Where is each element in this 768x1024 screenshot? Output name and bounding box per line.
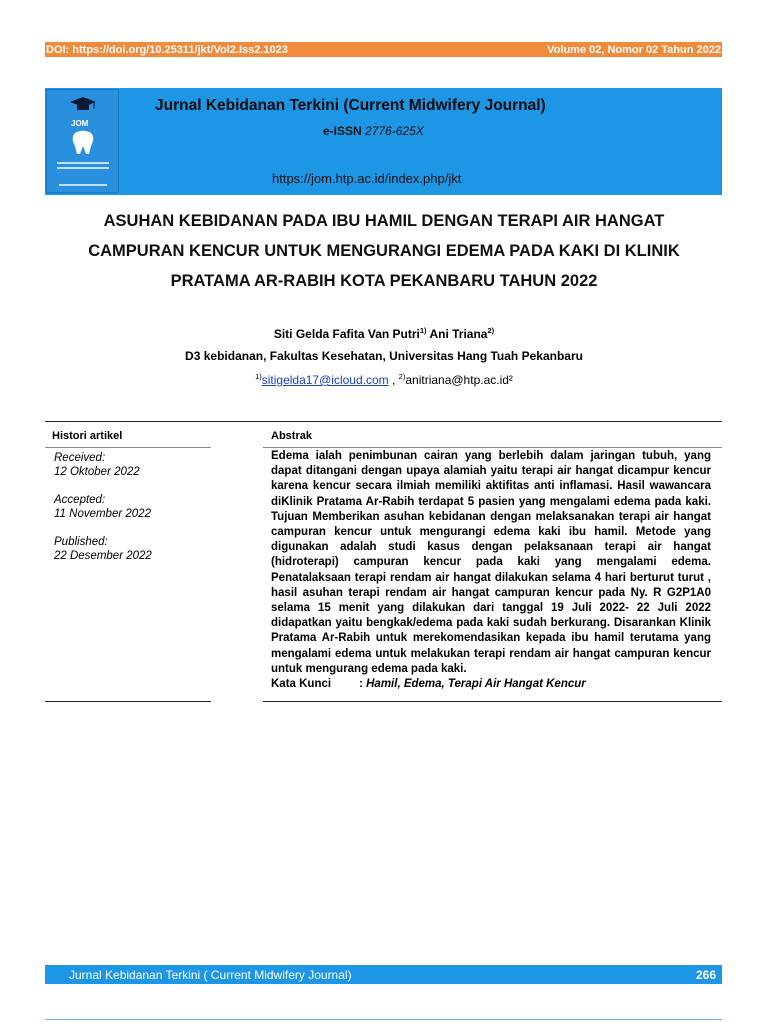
author-2: Ani Triana [426, 327, 488, 341]
article-title [40, 206, 728, 296]
accepted-date: 11 November 2022 [54, 508, 151, 520]
history-heading: Histori artikel [52, 430, 123, 442]
abstract-text: Edema ialah penimbunan cairan yang berlebih dalam jaringan tubuh, yang dapat ditangani dengan upaya alamiah yaitu terapi air hangat dicampur kencur karena kencur secara ilmiah memiliki aktifitas anti inflamasi. Hasil wawancara diKlinik Pratama Ar-Rabih terdapat 5 pasien yang mengalami edema pada kaki. Tujuan Memberikan asuhan kebidanan dengan melaksanakan terapi air hangat campuran kencur untuk mengurangi edema kaki ibu hamil. Metode yang digunakan adalah studi kasus dengan pelaksanaan terapi air hangat (hidroterapi) campuran kencur pada kaki yang mengalami edema. Penatalaksaan terapi rendam air hangat dilakukan selama 4 hari berturut turut , hasil asuhan terapi rendam air hangat campuran kencur pada Ny. R G2P1A0 selama 15 menit yang dilakukan dari tanggal 19 Juli 2022- 22 Juli 2022 didapatkan yaitu bengkak/edema pada kaki sudah berkurang. Disarankan Klinik Pratama Ar-Rabih untuk merekomendasikan kepada ibu hamil terutama yang mengalami edema untuk melakukan terapi rendam air hangat campuran kencur untuk mengurang edema pada kaki. [271, 450, 711, 675]
title-line-1: ASUHAN KEBIDANAN PADA IBU HAMIL DENGAN TERAPI AIR HANGAT [103, 212, 665, 230]
accepted-label: Accepted: [54, 494, 106, 506]
keywords-value: Hamil, Edema, Terapi Air Hangat Kencur [366, 678, 586, 690]
author-1: Siti Gelda Fafita Van Putri [273, 327, 420, 341]
history-rule [45, 447, 211, 448]
cover-logo-text: JOM [71, 119, 89, 128]
emails: $^{1)}$sitigelda17@icloud.com , $^{2)}$anitriana@htp.ac.id² [255, 372, 513, 387]
footer-journal: Jurnal Kebidanan Terkini ( Current Midwifery Journal) [69, 967, 352, 982]
table-top-rule [45, 421, 722, 422]
received-date: 12 Oktober 2022 [54, 466, 140, 478]
bottom-rule [45, 1019, 722, 1020]
journal-url[interactable]: https://jom.htp.ac.id/index.php/jkt [272, 171, 462, 186]
graduation-cap-icon [69, 96, 97, 118]
issn: e-ISSN 2776-625X [323, 124, 424, 138]
affiliation: D3 kebidanan, Fakultas Kesehatan, Universitas Hang Tuah Pekanbaru [185, 349, 583, 363]
journal-title: Jurnal Kebidanan Terkini (Current Midwifery Journal) [155, 97, 546, 114]
doi-bar [45, 42, 722, 57]
email-link-1[interactable]: sitigelda17@icloud.com [261, 373, 389, 387]
title-line-3: PRATAMA AR-RABIH KOTA PEKANBARU TAHUN 2022 [170, 272, 598, 290]
page-number: 266 [695, 967, 716, 982]
email-2: anitriana@htp.ac.id² [405, 373, 513, 387]
footer-bar [45, 965, 722, 984]
history-bottom-rule [45, 701, 211, 702]
published-label: Published: [54, 536, 108, 548]
keywords: Kata Kunci : Hamil, Edema, Terapi Air Hangat Kencur [271, 678, 586, 690]
received-label: Received: [54, 452, 106, 464]
doi-link[interactable]: DOI: https://doi.org/10.25311/jkt/Vol2.Iss2.1023 [46, 43, 288, 56]
journal-cover-image [46, 89, 119, 193]
volume-label: Volume 02, Nomor 02 Tahun 2022 [547, 43, 721, 56]
authors: Siti Gelda Fafita Van Putri$^{1)}$ Ani Triana$^{2)}$ [273, 326, 495, 341]
title-line-2: CAMPURAN KENCUR UNTUK MENGURANGI EDEMA PADA KAKI DI KLINIK [88, 242, 680, 260]
tooth-icon [69, 130, 97, 156]
abstract-rule [263, 447, 722, 448]
abstract-bottom-rule [263, 701, 722, 702]
abstract-heading: Abstrak [271, 430, 312, 442]
published-date: 22 Desember 2022 [54, 550, 152, 562]
